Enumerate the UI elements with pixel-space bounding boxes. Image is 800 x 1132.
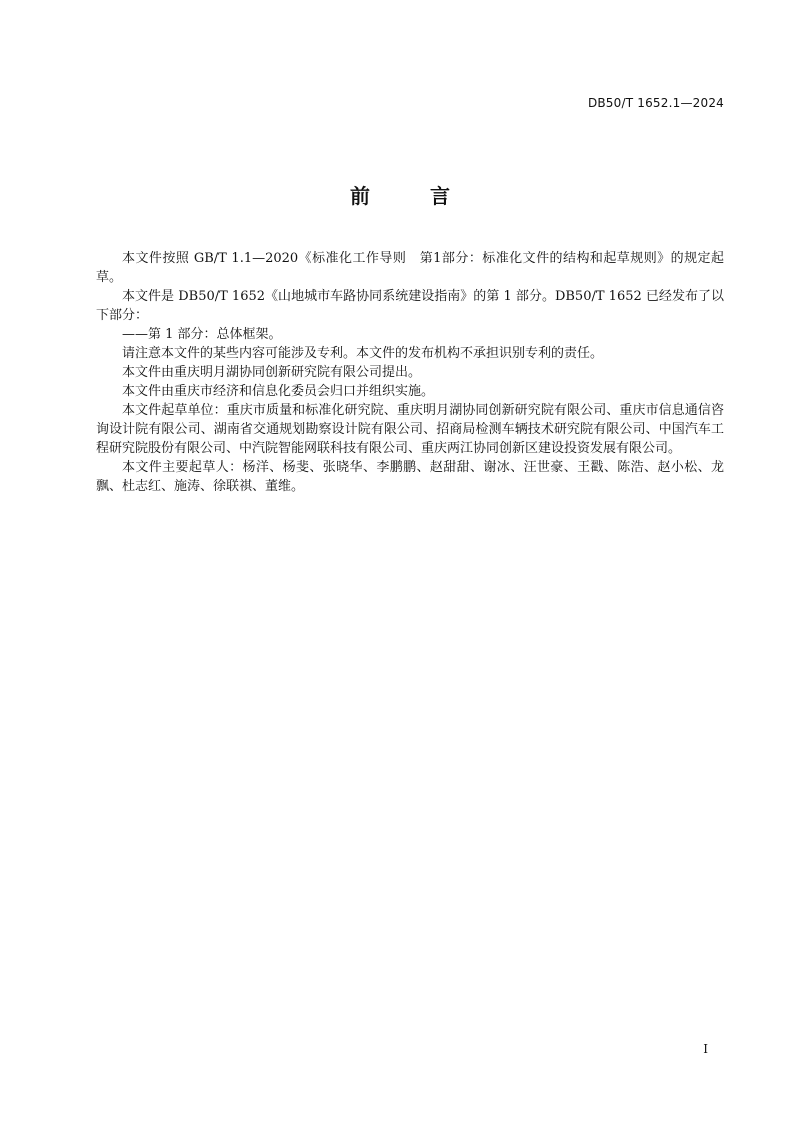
title-char-2: 言 [430, 184, 450, 208]
page-number: I [703, 1042, 708, 1056]
paragraph-part-list: ——第 1 部分：总体框架。 [122, 327, 282, 342]
paragraph-drafting-rules: 本文件按照 GB/T 1.1—2020《标准化工作导则 第1部分：标准化文件的结构和起草规则》的规定起草。 [96, 251, 724, 285]
paragraph-proposer: 本文件由重庆明月湖协同创新研究院有限公司提出。 [122, 365, 422, 380]
document-code: DB50/T 1652.1—2024 [587, 96, 724, 110]
page-title [0, 180, 800, 209]
title-char-1: 前 [350, 184, 370, 208]
paragraph-administrator: 本文件由重庆市经济和信息化委员会归口并组织实施。 [122, 384, 435, 399]
paragraph-part-info: 本文件是 DB50/T 1652《山地城市车路协同系统建设指南》的第 1 部分。DB50/T 1652 已经发布了以下部分： [96, 289, 724, 323]
paragraph-drafting-units: 本文件起草单位：重庆市质量和标准化研究院、重庆明月湖协同创新研究院有限公司、重庆市信息通信咨询设计院有限公司、湖南省交通规划勘察设计院有限公司、招商局检测车辆技术研究院有限公司、中国汽车工程研究院股份有限公司、中汽院智能网联科技有限公司、重庆两江协同创新区建设投资发展有限公司。 [96, 403, 724, 456]
paragraph-drafters: 本文件主要起草人：杨洋、杨斐、张晓华、李鹏鹏、赵甜甜、谢冰、汪世豪、王戳、陈浩、赵小松、龙飘、杜志红、施涛、徐联祺、董维。 [96, 460, 724, 494]
paragraph-patent-notice: 请注意本文件的某些内容可能涉及专利。本文件的发布机构不承担识别专利的责任。 [122, 346, 604, 361]
foreword-body [96, 249, 724, 496]
